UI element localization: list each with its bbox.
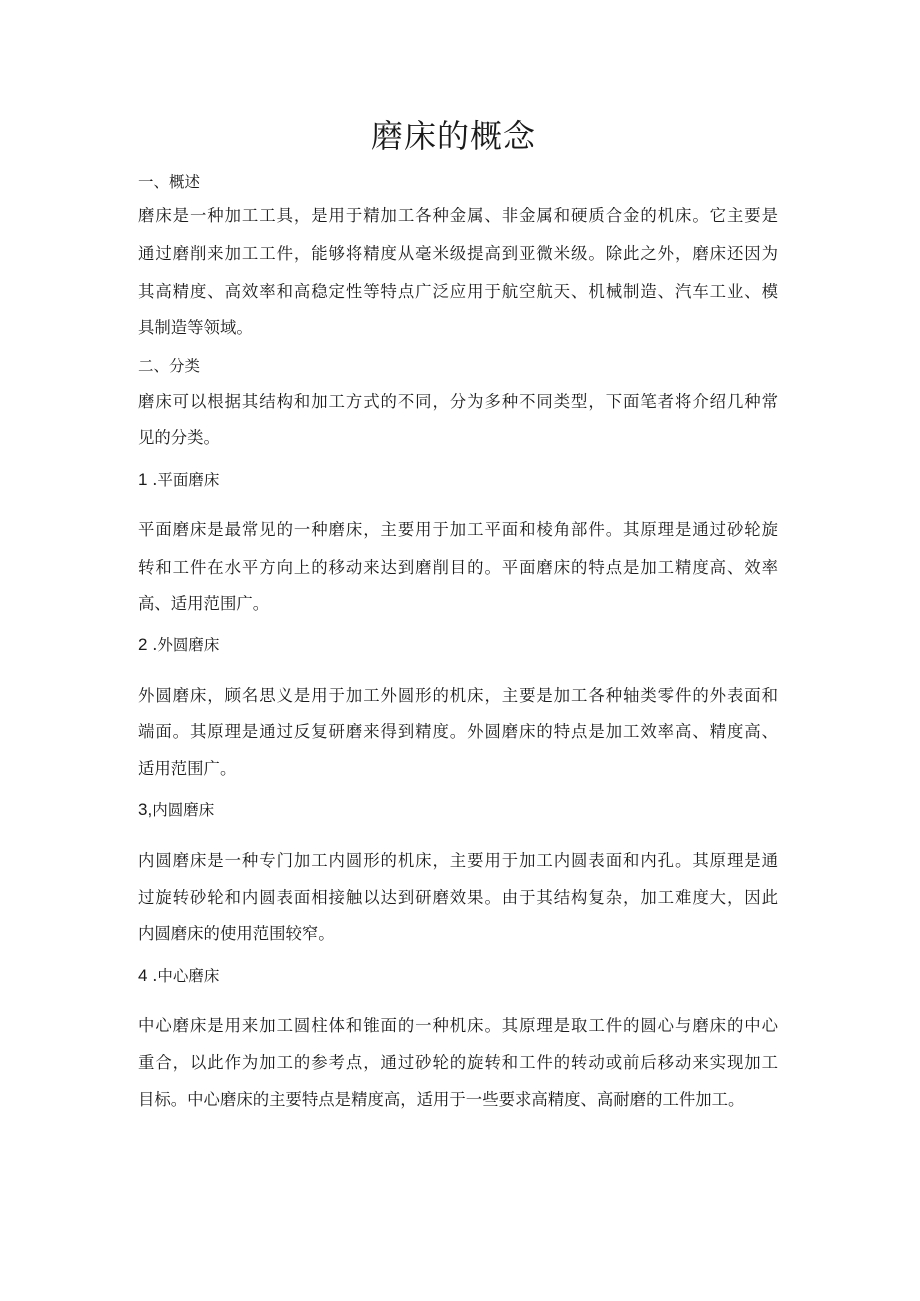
subsection-number: 4: [138, 966, 148, 985]
paragraph-line: 目标。中心磨床的主要特点是精度高，适用于一些要求高精度、高耐磨的工件加工。: [138, 1090, 745, 1109]
subsection-name: .外圆磨床: [147, 636, 220, 654]
subsection-name: .中心磨床: [147, 967, 220, 985]
subsection-heading-center-grinder: [138, 964, 778, 988]
paragraph-line: 过旋转砂轮和内圆表面相接触以达到研磨效果。由于其结构复杂，加工难度大，因此: [138, 888, 778, 907]
subsection-heading-internal-grinder: [138, 798, 778, 822]
paragraph-line: 适用范围广。: [138, 759, 237, 778]
paragraph-line: 中心磨床是用来加工圆柱体和锥面的一种机床。其原理是取工件的圆心与磨床的中心: [138, 1016, 778, 1035]
paragraph-line: 外圆磨床，顾名思义是用于加工外圆形的机床，主要是加工各种轴类零件的外表面和: [138, 686, 778, 705]
paragraph-line: 内圆磨床的使用范围较窄。: [138, 924, 335, 943]
paragraph-line: 内圆磨床是一种专门加工内圆形的机床，主要用于加工内圆表面和内孔。其原理是通: [138, 851, 778, 870]
paragraph-line: 转和工件在水平方向上的移动来达到磨削目的。平面磨床的特点是加工精度高、效率: [138, 558, 778, 577]
paragraph-line: 其高精度、高效率和高稳定性等特点广泛应用于航空航天、机械制造、汽车工业、模: [138, 282, 778, 301]
paragraph-line: 重合，以此作为加工的参考点，通过砂轮的旋转和工件的转动或前后移动来实现加工: [138, 1053, 778, 1072]
document-title: 磨床的概念: [370, 117, 536, 155]
subsection-name: 内圆磨床: [152, 801, 215, 819]
subsection-heading-cylindrical-grinder: [138, 633, 778, 657]
paragraph-line: 磨床可以根据其结构和加工方式的不同，分为多种不同类型，下面笔者将介绍几种常: [138, 392, 778, 411]
subsection-number: 2: [138, 635, 148, 654]
paragraph-line: 磨床是一种加工工具，是用于精加工各种金属、非金属和硬质合金的机床。它主要是: [138, 206, 778, 225]
subsection-number: 3,: [138, 800, 153, 819]
subsection-name: .平面磨床: [147, 471, 220, 489]
paragraph-line: 高、适用范围广。: [138, 594, 270, 613]
paragraph-line: 见的分类。: [138, 428, 220, 447]
subsection-number: 1: [138, 470, 148, 489]
paragraph-line: 平面磨床是最常见的一种磨床，主要用于加工平面和棱角部件。其原理是通过砂轮旋: [138, 520, 778, 539]
subsection-heading-surface-grinder: [138, 468, 778, 492]
paragraph-line: 端面。其原理是通过反复研磨来得到精度。外圆磨床的特点是加工效率高、精度高、: [138, 722, 778, 741]
section-heading-overview: 一、概述: [138, 173, 201, 191]
section-heading-classification: 二、分类: [138, 357, 201, 375]
paragraph-line: 具制造等领域。: [138, 318, 253, 337]
paragraph-line: 通过磨削来加工工件，能够将精度从毫米级提高到亚微米级。除此之外，磨床还因为: [138, 244, 778, 263]
